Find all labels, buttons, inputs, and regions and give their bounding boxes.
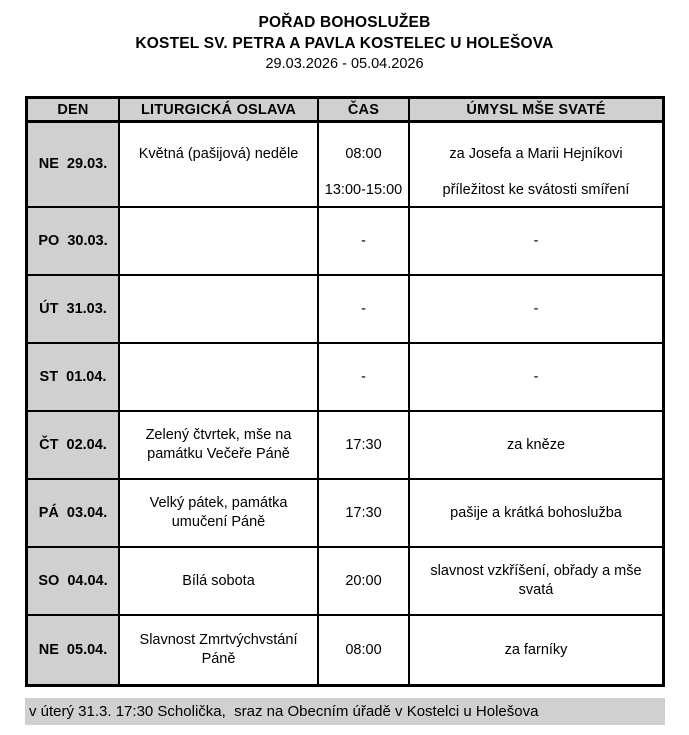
time-line: 17:30 [345,504,382,521]
intention-cell [410,412,662,478]
table-row [28,548,662,616]
day-cell: NE 05.04. [28,616,120,684]
column-header-intention: ÚMYSL MŠE SVATÉ [466,101,606,118]
table-row [28,344,662,412]
time-line: 17:30 [345,436,382,453]
day-cell: ST 01.04. [28,344,120,410]
column-header-time: ČAS [319,99,410,120]
intention-line: slavnost vzkříšení, obřady a mše svatá [430,563,642,598]
intention-cell [410,276,662,342]
intention-line: - [533,368,539,385]
celebration-cell [120,616,319,684]
time-line: 08:00 [345,641,382,658]
column-header-day: DEN [28,99,120,120]
table-body [28,123,662,684]
intention-line: za Josefa a Marii Hejníkovi [449,146,623,162]
celebration-line: Květná (pašijová) neděle [138,146,299,162]
celebration-line: Zelený čtvrtek, mše na památku Večeře Páně [145,427,292,462]
table-row [28,208,662,276]
time-cell [319,276,410,342]
day-cell: ČT 02.04. [28,412,120,478]
table-row [28,276,662,344]
time-line: - [361,368,366,385]
table-row [28,480,662,548]
celebration-line: Slavnost Zmrtvýchvstání Páně [139,632,298,667]
time-line: - [361,232,366,249]
time-cell [319,548,410,614]
time-line: 08:00 [345,146,382,162]
intention-line: pašije a krátká bohoslužba [450,504,622,521]
day-cell: PO 30.03. [28,208,120,274]
document-header [0,0,689,75]
doc-date-range: 29.03.2026 - 05.04.2026 [265,56,424,72]
doc-title: POŘAD BOHOSLUŽEB [258,14,431,31]
time-line: - [361,300,366,317]
time-line: 20:00 [345,572,382,589]
intention-line: - [533,232,539,249]
table-row [28,616,662,684]
time-cell [319,208,410,274]
intention-cell [410,480,662,546]
schedule-table [25,96,665,687]
intention-line: za farníky [504,641,568,658]
day-cell: NE 29.03. [28,123,120,206]
intention-cell [410,344,662,410]
intention-cell [410,208,662,274]
day-cell: ÚT 31.03. [28,276,120,342]
time-cell [319,344,410,410]
day-cell: SO 04.04. [28,548,120,614]
day-cell: PÁ 03.04. [28,480,120,546]
table-row [28,412,662,480]
column-header-celebration: LITURGICKÁ OSLAVA [120,99,319,120]
celebration-cell [120,123,319,206]
time-cell [319,616,410,684]
celebration-cell [120,344,319,410]
celebration-line: Bílá sobota [182,572,255,589]
intention-cell [410,548,662,614]
celebration-cell [120,208,319,274]
intention-cell [410,123,662,206]
intention-line: - [533,300,539,317]
footnote-bar: v úterý 31.3. 17:30 Scholička, sraz na Obecním úřadě v Kostelci u Holešova [25,698,665,725]
doc-subtitle: KOSTEL SV. PETRA A PAVLA KOSTELEC U HOLEŠOVA [135,35,554,52]
time-cell [319,412,410,478]
intention-line: příležitost ke svátosti smíření [442,182,630,198]
intention-cell [410,616,662,684]
celebration-cell [120,276,319,342]
celebration-cell [120,412,319,478]
time-cell [319,480,410,546]
intention-line: za kněze [506,436,566,453]
table-row [28,123,662,208]
celebration-cell [120,548,319,614]
time-cell [319,123,410,206]
time-line: 13:00-15:00 [324,182,403,198]
celebration-cell [120,480,319,546]
celebration-line: Velký pátek, památka umučení Páně [149,495,288,530]
table-header-row [28,99,662,123]
